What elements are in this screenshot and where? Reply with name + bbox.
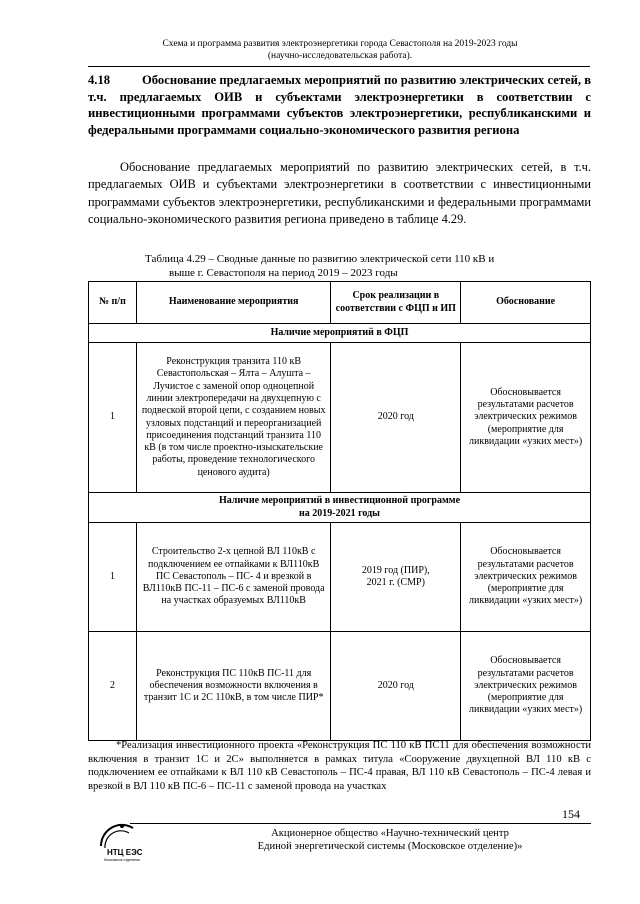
- section-title-investment-line1: Наличие мероприятий в инвестиционной программе: [218, 495, 461, 507]
- row-name: Строительство 2-х цепной ВЛ 110кВ с подключением ее отпайками к ВЛ110кВ ПС Севастополь – ПС- 4 и врезкой в ВЛ110кВ ПС-11 – ПС-6 с заменой провода на участках образуемых ВЛ110кВ: [136, 523, 331, 632]
- footer-divider: [130, 823, 591, 824]
- row-name: Реконструкция ПС 110кВ ПС-11 для обеспечения возможности включения в транзит 1С и 2С 110кВ, в том числе ПИР*: [136, 632, 331, 741]
- intro-paragraph: Обоснование предлагаемых мероприятий по развитию электрических сетей, в т.ч. предлагаемых ОИВ и субъектами электроэнергетики в соответствии с инвестиционными программами субъектов электроэнергетики, республиканскими и федеральными программами социально-экономического развития региона приведено в таблице 4.29.: [88, 160, 591, 227]
- section-title-investment: [89, 493, 591, 523]
- svg-text:Московское отделение: Московское отделение: [104, 858, 141, 862]
- table-row: [89, 632, 591, 741]
- table-caption-line2: выше г. Севастополя на период 2019 – 2023 годы: [169, 266, 398, 279]
- row-term: [331, 523, 461, 632]
- running-header: [90, 38, 590, 62]
- table-section-row: [89, 493, 591, 523]
- row-reason: Обосновывается результатами расчетов электрических режимов (мероприятие для ликвидации «узких мест»): [461, 343, 591, 493]
- section-title: Обоснование предлагаемых мероприятий по развитию электрических сетей, в т.ч. предлагаемых ОИВ и субъектами электроэнергетики в соответствии с инвестиционными программами субъектов электроэнергетики, республиканскими и федеральными программами социально-экономического развития региона: [88, 73, 591, 137]
- row-term: 2020 год: [331, 343, 461, 493]
- row-term: 2020 год: [331, 632, 461, 741]
- row-num: 1: [89, 523, 137, 632]
- row-name: Реконструкция транзита 110 кВ Севастопольская – Ялта – Алушта – Лучистое с заменой опор одноцепной линии электропередачи на двухцепную с подвеской второй цепи, с созданием новых узловых подстанций и переорганизацией присоединения подстанций транзита 110 кВ (в том числе проектно-изыскательские работы, проведение технологического ценового аудита): [136, 343, 331, 493]
- ntc-ees-logo-icon: [95, 822, 149, 862]
- header-reason: Обоснование: [461, 282, 591, 324]
- row-term-line1: 2019 год (ПИР),: [361, 564, 430, 576]
- header-term: Срок реализации в соответствии с ФЦП и ИП: [331, 282, 461, 324]
- header-name: Наименование мероприятия: [136, 282, 331, 324]
- running-header-line1: Схема и программа развития электроэнергетики города Севастополя на 2019-2023 годы: [162, 39, 518, 49]
- footer-line1: Акционерное общество «Научно-технический центр: [271, 828, 509, 839]
- svg-text:НТЦ ЕЭС: НТЦ ЕЭС: [107, 848, 143, 857]
- table-section-row: [89, 324, 591, 343]
- measures-table: [88, 281, 591, 741]
- row-reason: Обосновывается результатами расчетов электрических режимов (мероприятие для ликвидации «узких мест»): [461, 632, 591, 741]
- page-number: 154: [562, 807, 580, 821]
- footer-line2: Единой энергетической системы (Московское отделение)»: [257, 841, 523, 852]
- running-header-line2: (научно-исследовательская работа).: [267, 51, 413, 61]
- section-heading: [88, 72, 591, 138]
- table-header-row: [89, 282, 591, 324]
- section-number: 4.18: [88, 73, 111, 87]
- row-term-line2: 2021 г. (СМР): [366, 577, 425, 588]
- table-row: [89, 523, 591, 632]
- footer-text: [200, 827, 580, 853]
- row-num: 2: [89, 632, 137, 741]
- footnote: *Реализация инвестиционного проекта «Реконструкция ПС 110 кВ ПС11 для обеспечения возможности включения в транзит 1С и 2С» выполняется в рамках титула «Сооружение двухцепной ВЛ 110 кВ с подключением ее отпайками к ВЛ 110 кВ Севастополь – ПС-4 правая, ВЛ 110 кВ Севастополь – ПС-4 левая и врезкой в ВЛ 110 кВ ПС-6 – ПС-11 с заменой провода на участках: [88, 740, 591, 793]
- section-title-fcp: Наличие мероприятий в ФЦП: [89, 324, 591, 343]
- table-row: [89, 343, 591, 493]
- row-num: 1: [89, 343, 137, 493]
- row-reason: Обосновывается результатами расчетов электрических режимов (мероприятие для ликвидации «узких мест»): [461, 523, 591, 632]
- header-num: № п/п: [89, 282, 137, 324]
- table-caption-line1: Таблица 4.29 – Сводные данные по развитию электрической сети 110 кВ и: [145, 253, 495, 265]
- section-title-investment-line2: на 2019-2021 годы: [299, 507, 380, 519]
- header-divider: [88, 66, 590, 67]
- table-caption: [145, 253, 591, 280]
